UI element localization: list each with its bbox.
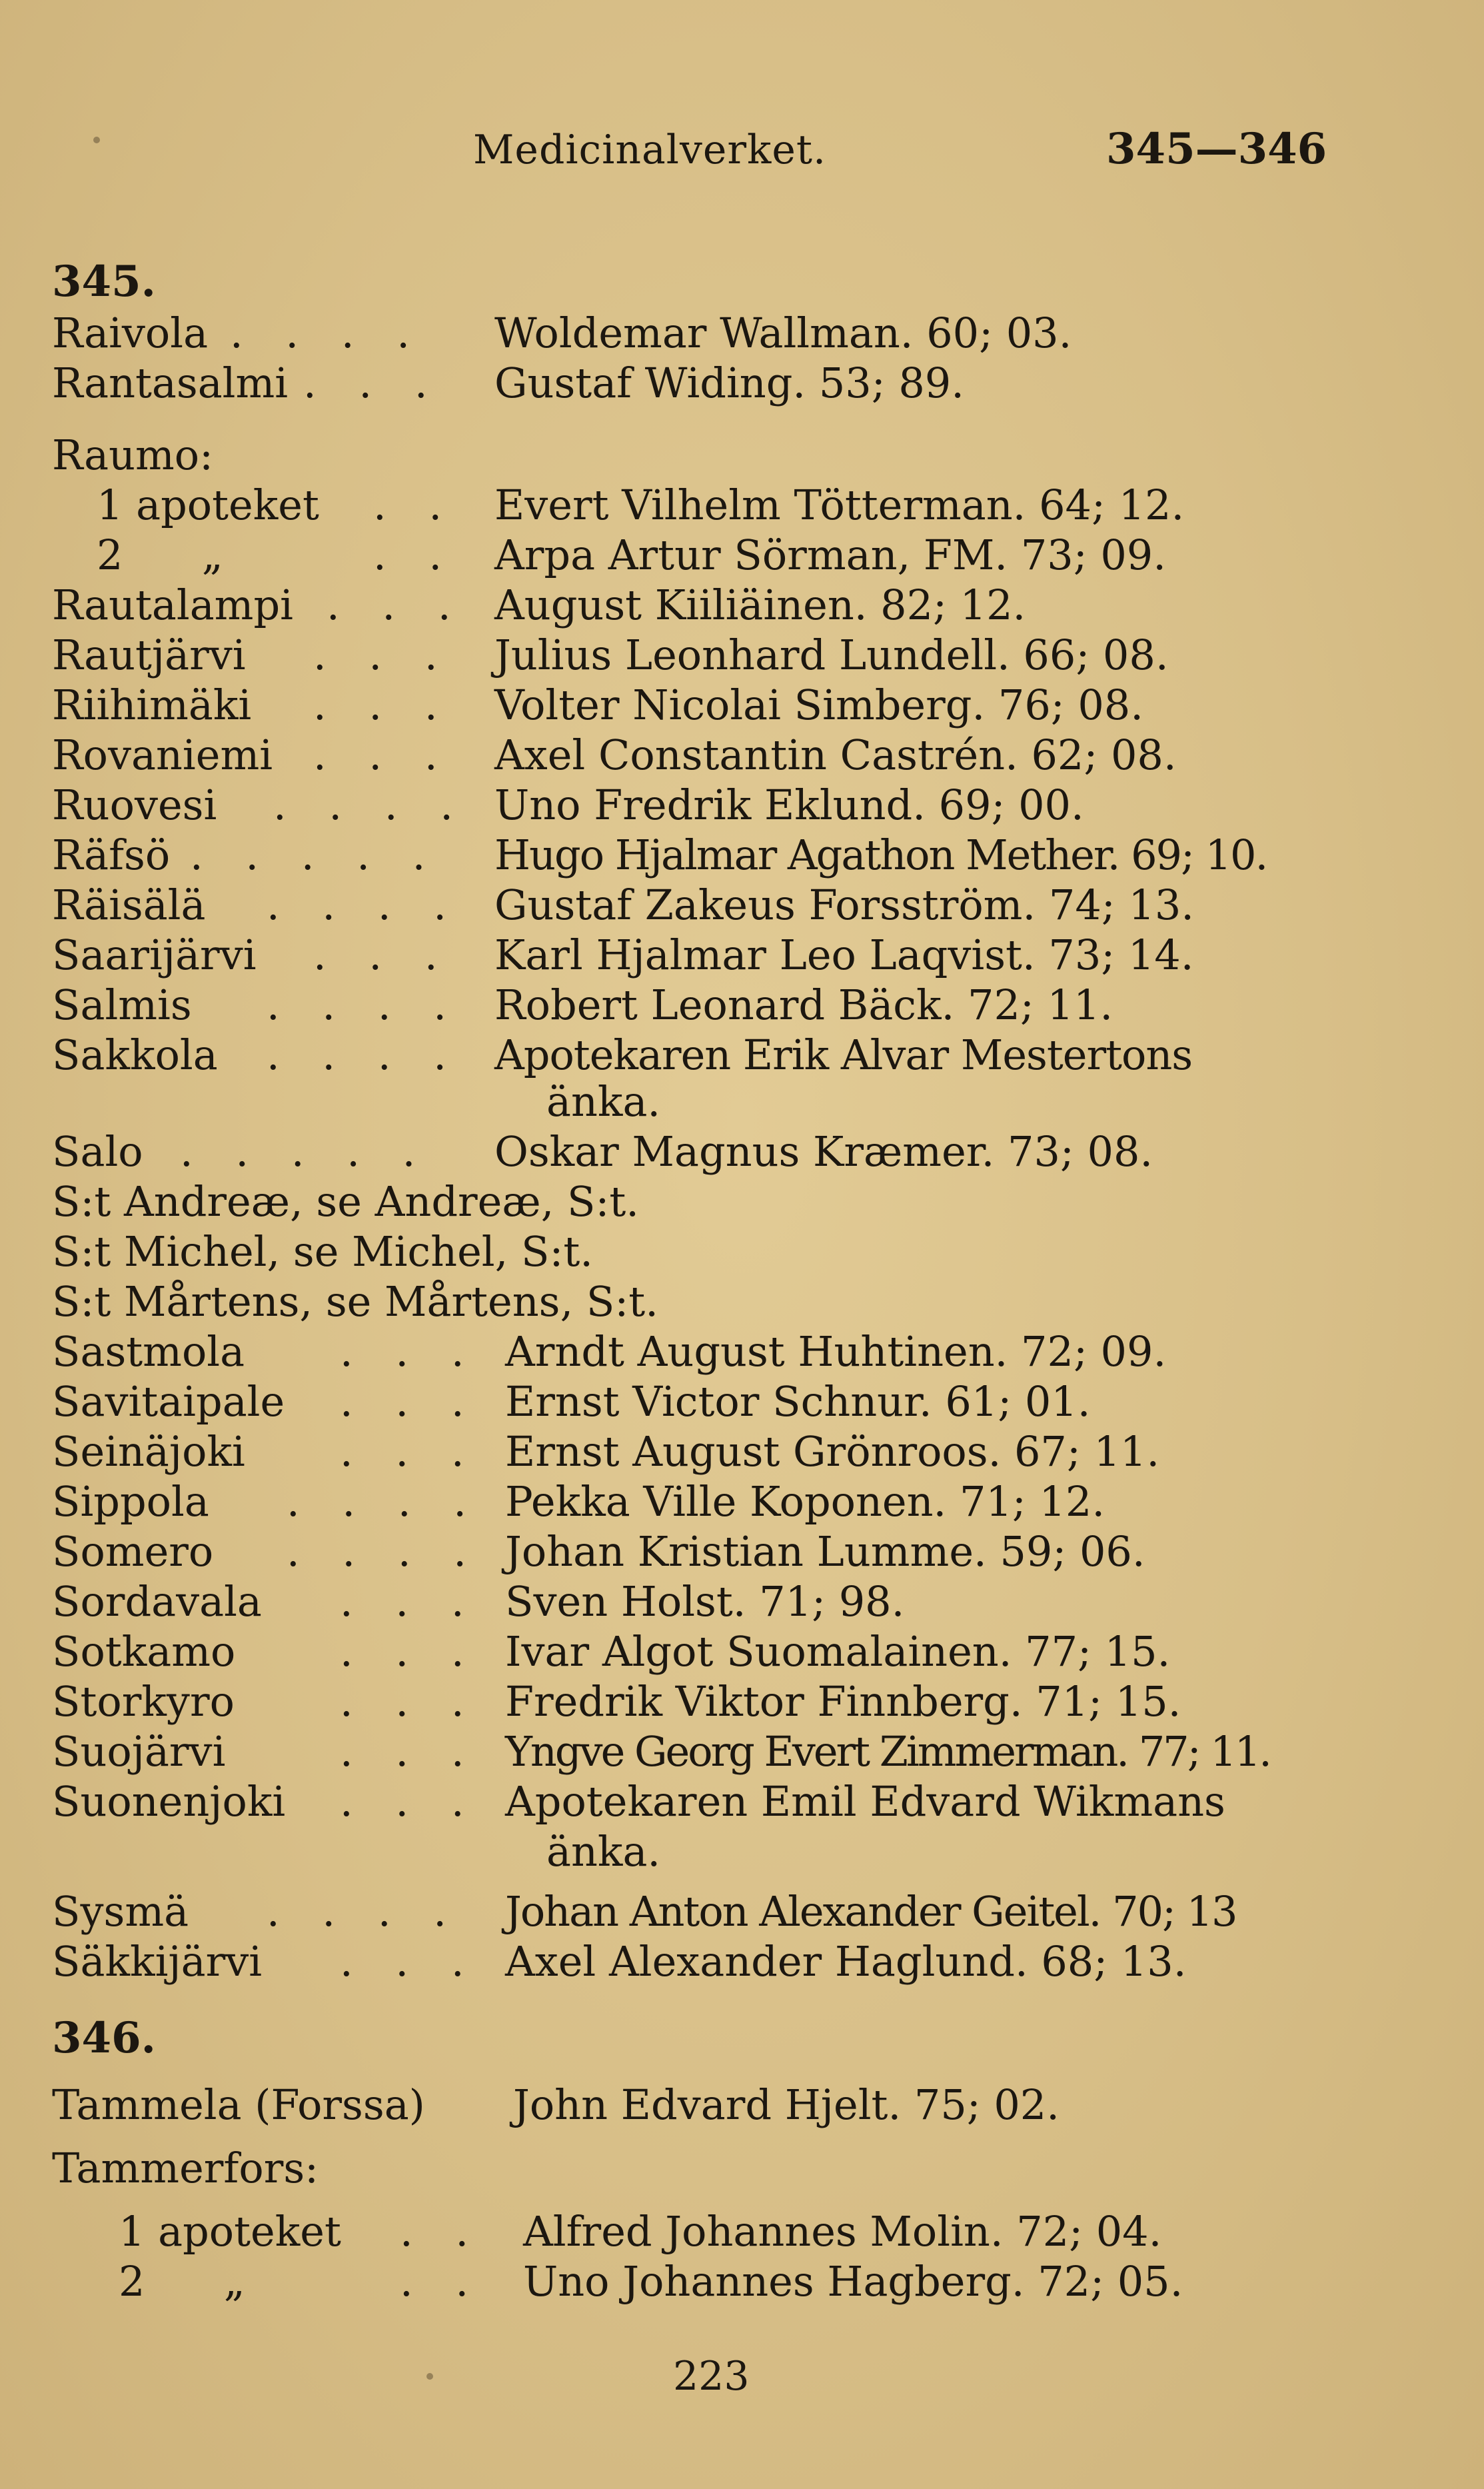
entry-place: Tammela (Forssa) — [52, 2080, 425, 2129]
entry-row — [0, 1576, 1484, 1627]
entry-name: Ivar Algot Suomalainen. 77; 15. — [505, 1627, 1171, 1676]
entry-place: Seinäjoki — [52, 1427, 245, 1476]
entry-name: Karl Hjalmar Leo Laqvist. 73; 14. — [494, 931, 1194, 979]
entry-row — [0, 780, 1484, 831]
entry-name: Arndt August Huhtinen. 72; 09. — [505, 1327, 1167, 1376]
entry-name: Sven Holst. 71; 98. — [505, 1577, 905, 1626]
entry-row — [0, 1127, 1484, 1177]
entry-row — [0, 308, 1484, 359]
entry-row — [0, 1376, 1484, 1427]
entry-place: Sippola — [52, 1477, 209, 1526]
entry-leader-dots: . . . — [340, 1937, 479, 1986]
entry-place: Tammerfors: — [52, 2144, 319, 2192]
entry-name: Yngve Georg Evert Zimmerman. 77; 11. — [505, 1727, 1270, 1776]
entry-place: Salmis — [52, 981, 192, 1029]
entry-row — [0, 1426, 1484, 1477]
entry-leader-dots: . . . . — [267, 1887, 461, 1936]
entry-name: Volter Nicolai Simberg. 76; 08. — [494, 681, 1143, 729]
entry-leader-dots: . . . . . — [190, 831, 440, 879]
entry-leader-dots: . . . . — [267, 1031, 461, 1079]
entry-name: Robert Leonard Bäck. 72; 11. — [494, 981, 1113, 1029]
entry-leader-dots: . . — [373, 531, 457, 579]
entry-leader-dots: . . . — [327, 581, 466, 629]
entry-place: Savitaipale — [52, 1377, 285, 1426]
header-title: Medicinalverket. — [473, 127, 827, 173]
entry-row — [0, 1776, 1484, 1827]
entry-place: 2 „ — [97, 531, 223, 579]
entry-place: Salo — [52, 1127, 143, 1176]
entry-leader-dots: . . . — [303, 359, 442, 407]
entry-place: Säkkijärvi — [52, 1937, 263, 1986]
entry-place: Sastmola — [52, 1327, 245, 1376]
section-label-345: 345. — [52, 257, 156, 307]
entry-leader-dots: . . . — [340, 1577, 479, 1626]
entry-name: Oskar Magnus Kræmer. 73; 08. — [494, 1127, 1153, 1176]
entry-name: Apotekaren Erik Alvar Mestertons — [494, 1031, 1193, 1079]
running-header — [0, 124, 1484, 187]
entry-place: Sotkamo — [52, 1627, 236, 1676]
entry-row — [0, 480, 1484, 531]
entry-leader-dots: . . — [373, 481, 457, 529]
entry-name: Pekka Ville Koponen. 71; 12. — [505, 1477, 1106, 1526]
entry-place: Suojärvi — [52, 1727, 226, 1776]
entry-leader-dots: . . . . — [287, 1527, 481, 1576]
entry-row — [0, 1886, 1484, 1937]
entry-name: Woldemar Wallman. 60; 03. — [494, 309, 1072, 357]
entry-name: Alfred Johannes Molin. 72; 04. — [523, 2207, 1162, 2256]
entry-place: Sakkola — [52, 1031, 218, 1079]
entry-row — [0, 430, 1484, 481]
entry-row — [0, 1626, 1484, 1677]
paper-speck — [426, 2373, 433, 2380]
entry-leader-dots: . . . — [340, 1677, 479, 1726]
entry-name: Johan Anton Alexander Geitel. 70; 13 — [505, 1887, 1237, 1936]
page-number: 223 — [673, 2353, 750, 2400]
entry-row — [0, 630, 1484, 681]
entry-place: Riihimäki — [52, 681, 252, 729]
entry-row — [0, 358, 1484, 409]
entry-row — [0, 1936, 1484, 1987]
entry-name: Axel Alexander Haglund. 68; 13. — [505, 1937, 1187, 1986]
entry-row — [0, 1030, 1484, 1081]
entry-continuation: änka. — [546, 1077, 661, 1126]
entry-place: Raumo: — [52, 431, 214, 479]
entry-row — [0, 2080, 1484, 2130]
entry-place: Rautalampi — [52, 581, 293, 629]
entry-row — [0, 530, 1484, 581]
entry-leader-dots: . . . — [340, 1427, 479, 1476]
entry-leader-dots: . . . . — [273, 781, 468, 829]
entry-place: Rovaniemi — [52, 731, 273, 779]
entry-name: Axel Constantin Castrén. 62; 08. — [494, 731, 1177, 779]
entry-leader-dots: . . . . — [230, 309, 424, 357]
entry-name: Uno Johannes Hagberg. 72; 05. — [523, 2257, 1183, 2306]
entry-row — [0, 880, 1484, 931]
entry-place: Ruovesi — [52, 781, 217, 829]
entry-name: Arpa Artur Sörman, FM. 73; 09. — [494, 531, 1166, 579]
cross-reference: S:t Michel, se Michel, S:t. — [52, 1227, 593, 1276]
entry-place: Sordavala — [52, 1577, 262, 1626]
entry-row — [0, 830, 1484, 881]
entry-place: 2 „ — [119, 2257, 245, 2306]
entry-name: Gustaf Zakeus Forsström. 74; 13. — [494, 881, 1194, 929]
entry-leader-dots: . . . — [340, 1377, 479, 1426]
entry-leader-dots: . . . . . — [180, 1127, 430, 1176]
entry-name: Fredrik Viktor Finnberg. 71; 15. — [505, 1677, 1181, 1726]
entry-row — [0, 930, 1484, 981]
entry-row — [0, 680, 1484, 731]
entry-place: Rautjärvi — [52, 631, 246, 679]
entry-leader-dots: . . . — [313, 631, 452, 679]
entry-name: Hugo Hjalmar Agathon Mether. 69; 10. — [494, 831, 1267, 879]
entry-leader-dots: . . — [400, 2257, 484, 2306]
entry-row — [0, 1326, 1484, 1377]
entry-place: Raivola — [52, 309, 209, 357]
entry-place: Räfsö — [52, 831, 171, 879]
entry-continuation: änka. — [546, 1827, 661, 1876]
entry-row — [0, 2206, 1484, 2257]
entry-name: Julius Leonhard Lundell. 66; 08. — [494, 631, 1169, 679]
entry-place: 1 apoteket — [119, 2207, 341, 2256]
entry-row — [0, 1676, 1484, 1727]
entry-row — [0, 2256, 1484, 2307]
entry-name: Ernst August Grönroos. 67; 11. — [505, 1427, 1160, 1476]
entry-name: Johan Kristian Lumme. 59; 06. — [505, 1527, 1145, 1576]
cross-reference: S:t Mårtens, se Mårtens, S:t. — [52, 1277, 658, 1326]
entry-leader-dots: . . . — [340, 1627, 479, 1676]
entry-leader-dots: . . — [400, 2207, 484, 2256]
entry-place: Saarijärvi — [52, 931, 257, 979]
entry-row — [0, 1476, 1484, 1527]
entry-row — [0, 730, 1484, 781]
header-page-range: 345—346 — [1106, 124, 1327, 174]
section-label-346: 346. — [52, 2013, 156, 2063]
entry-name: Uno Fredrik Eklund. 69; 00. — [494, 781, 1084, 829]
paper-speck — [93, 137, 100, 143]
entry-row — [0, 580, 1484, 631]
entry-place: Sysmä — [52, 1887, 189, 1936]
entry-leader-dots: . . . . — [267, 881, 461, 929]
entry-row — [0, 1526, 1484, 1577]
entry-place: Rantasalmi — [52, 359, 289, 407]
entry-place: Suonenjoki — [52, 1777, 286, 1826]
entry-leader-dots: . . . . — [267, 981, 461, 1029]
cross-reference: S:t Andreæ, se Andreæ, S:t. — [52, 1177, 640, 1226]
entry-name: Apotekaren Emil Edvard Wikmans — [505, 1777, 1225, 1826]
entry-leader-dots: . . . — [340, 1777, 479, 1826]
entry-place: Storkyro — [52, 1677, 235, 1726]
entry-name: August Kiiliäinen. 82; 12. — [494, 581, 1026, 629]
entry-name: Gustaf Widing. 53; 89. — [494, 359, 964, 407]
entry-leader-dots: . . . — [340, 1327, 479, 1376]
entry-name: John Edvard Hjelt. 75; 02. — [513, 2080, 1060, 2129]
entry-place: 1 apoteket — [97, 481, 319, 529]
entry-leader-dots: . . . — [313, 731, 452, 779]
entry-row — [0, 2143, 1484, 2194]
entry-leader-dots: . . . . — [287, 1477, 481, 1526]
entry-name: Ernst Victor Schnur. 61; 01. — [505, 1377, 1091, 1426]
entry-row — [0, 1726, 1484, 1777]
entry-leader-dots: . . . — [313, 681, 452, 729]
entry-row — [0, 980, 1484, 1031]
entry-name: Evert Vilhelm Tötterman. 64; 12. — [494, 481, 1185, 529]
entry-leader-dots: . . . — [340, 1727, 479, 1776]
entry-leader-dots: . . . — [313, 931, 452, 979]
entry-place: Räisälä — [52, 881, 206, 929]
entry-place: Somero — [52, 1527, 214, 1576]
